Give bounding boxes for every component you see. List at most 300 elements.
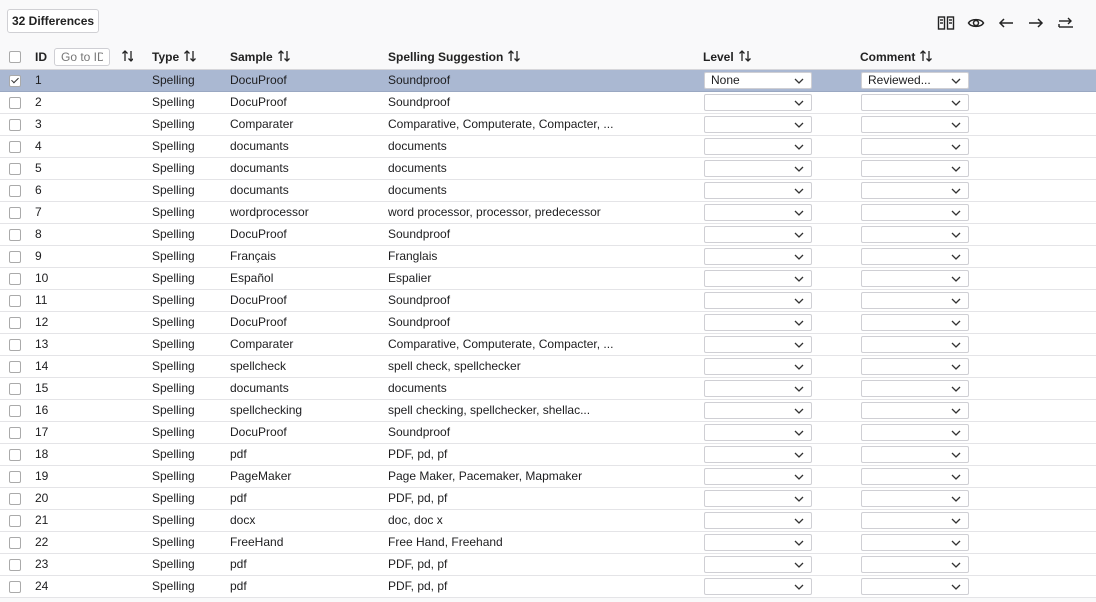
row-suggestion: documents [388,381,447,395]
level-dropdown[interactable] [704,182,812,199]
level-dropdown[interactable] [704,314,812,331]
sort-icon [277,49,291,63]
row-checkbox[interactable] [9,383,21,395]
row-checkbox[interactable] [9,163,21,175]
sort-icon [121,49,133,63]
chevron-down-icon [951,296,961,306]
comment-dropdown[interactable] [861,578,969,595]
chevron-down-icon [794,208,804,218]
column-header-suggestion-label: Spelling Suggestion [388,50,504,64]
comment-dropdown[interactable] [861,336,969,353]
sort-icon [738,49,752,63]
table-row[interactable] [0,532,1096,554]
row-type: Spelling [152,183,195,197]
table-row[interactable] [0,510,1096,532]
row-type: Spelling [152,557,195,571]
chevron-down-icon [951,186,961,196]
top-bar [0,0,1096,46]
chevron-down-icon [794,76,804,86]
row-type: Spelling [152,425,195,439]
row-suggestion: Page Maker, Pacemaker, Mapmaker [388,469,583,483]
table-row[interactable] [0,488,1096,510]
row-checkbox-cell [9,378,23,399]
comment-dropdown[interactable] [861,358,969,375]
row-type: Spelling [152,117,195,131]
chevron-down-icon [951,208,961,218]
row-id: 23 [35,557,49,571]
row-checkbox-cell [9,92,23,113]
level-dropdown[interactable] [704,468,812,485]
row-sample: pdf [230,579,247,593]
level-dropdown[interactable] [704,490,812,507]
row-checkbox-cell [9,114,23,135]
row-type: Spelling [152,205,195,219]
table-header [0,46,1096,70]
chevron-down-icon [794,296,804,306]
go-to-id-input[interactable] [54,48,110,66]
row-id: 14 [35,359,49,373]
comment-dropdown[interactable] [861,512,969,529]
row-suggestion: documents [388,183,447,197]
row-suggestion: PDF, pd, pf [388,557,448,571]
level-dropdown[interactable] [704,512,812,529]
row-id: 3 [35,117,42,131]
sort-icon [919,49,933,63]
column-header-level[interactable] [703,46,813,69]
arrow-right-icon [1027,14,1045,32]
table-row[interactable] [0,290,1096,312]
level-dropdown[interactable] [704,380,812,397]
chevron-down-icon [951,340,961,350]
chevron-down-icon [951,76,961,86]
chevron-down-icon [951,362,961,372]
row-suggestion: PDF, pd, pf [388,579,448,593]
row-type: Spelling [152,491,195,505]
row-checkbox[interactable] [9,273,21,285]
level-dropdown[interactable] [704,578,812,595]
row-id: 4 [35,139,42,153]
next-button[interactable] [1026,12,1046,34]
row-sample: pdf [230,557,247,571]
row-sample: DocuProof [230,425,287,439]
table-row[interactable] [0,312,1096,334]
row-id: 12 [35,315,49,329]
level-dropdown[interactable] [704,402,812,419]
chevron-down-icon [951,494,961,504]
level-dropdown[interactable] [704,534,812,551]
row-suggestion: PDF, pd, pf [388,447,448,461]
row-type: Spelling [152,249,195,263]
comment-dropdown[interactable] [861,116,969,133]
row-type: Spelling [152,227,195,241]
comment-dropdown[interactable] [861,380,969,397]
column-header-comment[interactable] [860,46,970,69]
row-type: Spelling [152,95,195,109]
level-dropdown[interactable] [704,292,812,309]
table-row[interactable] [0,224,1096,246]
level-dropdown[interactable] [704,424,812,441]
column-header-sample-label: Sample [230,50,273,64]
table-row[interactable] [0,158,1096,180]
chevron-down-icon [951,318,961,328]
row-type: Spelling [152,73,195,87]
comment-dropdown[interactable] [861,94,969,111]
table-row[interactable] [0,114,1096,136]
row-type: Spelling [152,447,195,461]
column-header-comment-label: Comment [860,50,916,64]
chevron-down-icon [794,186,804,196]
comment-dropdown[interactable] [861,204,969,221]
chevron-down-icon [794,406,804,416]
table-row[interactable] [0,554,1096,576]
comment-dropdown[interactable] [861,72,969,89]
row-id: 19 [35,469,49,483]
row-type: Spelling [152,293,195,307]
row-type: Spelling [152,469,195,483]
column-header-sample[interactable] [230,46,380,69]
row-checkbox-cell [9,246,23,267]
table-row[interactable] [0,466,1096,488]
comment-dropdown[interactable] [861,534,969,551]
row-checkbox-cell [9,158,23,179]
row-suggestion: Comparative, Computerate, Compacter, ... [388,117,614,131]
chevron-down-icon [794,362,804,372]
row-checkbox-cell [9,444,23,465]
row-suggestion: word processor, processor, predecessor [388,205,601,219]
chevron-down-icon [951,582,961,592]
split-view-icon [937,14,955,32]
chevron-down-icon [794,98,804,108]
chevron-down-icon [951,120,961,130]
row-checkbox-cell [9,554,23,575]
chevron-down-icon [951,142,961,152]
row-checkbox-cell [9,334,23,355]
level-dropdown[interactable] [704,556,812,573]
row-checkbox[interactable] [9,75,21,87]
table-row[interactable] [0,378,1096,400]
row-checkbox[interactable] [9,119,21,131]
chevron-down-icon [794,120,804,130]
chevron-down-icon [951,384,961,394]
row-checkbox-cell [9,532,23,553]
chevron-down-icon [794,450,804,460]
row-type: Spelling [152,271,195,285]
wrap-arrow-icon [1057,14,1075,32]
column-header-level-label: Level [703,50,734,64]
comment-value: Reviewed... [868,73,931,87]
toolbar [936,12,1076,34]
row-suggestion: Soundproof [388,227,451,241]
comment-dropdown[interactable] [861,556,969,573]
row-suggestion: Soundproof [388,315,451,329]
row-sample: DocuProof [230,315,287,329]
row-sample: docx [230,513,256,527]
chevron-down-icon [794,340,804,350]
comment-dropdown[interactable] [861,402,969,419]
row-checkbox[interactable] [9,207,21,219]
row-checkbox[interactable] [9,97,21,109]
sort-icon [183,49,197,63]
chevron-down-icon [794,274,804,284]
comment-dropdown[interactable] [861,490,969,507]
chevron-down-icon [794,494,804,504]
column-header-type[interactable] [152,46,222,69]
comment-dropdown[interactable] [861,446,969,463]
chevron-down-icon [951,274,961,284]
row-id: 22 [35,535,49,549]
differences-count-badge: 32 Differences [7,9,99,33]
row-sample: pdf [230,447,247,461]
chevron-down-icon [951,450,961,460]
row-sample: documants [230,381,289,395]
comment-dropdown[interactable] [861,138,969,155]
row-type: Spelling [152,359,195,373]
chevron-down-icon [951,538,961,548]
row-sample: spellcheck [230,359,287,373]
row-sample: Français [230,249,277,263]
table-row[interactable] [0,334,1096,356]
table-row[interactable] [0,400,1096,422]
row-checkbox-cell [9,422,23,443]
table-row[interactable] [0,268,1096,290]
row-id: 16 [35,403,49,417]
row-sample: documants [230,139,289,153]
table-row[interactable] [0,92,1096,114]
row-id: 18 [35,447,49,461]
row-type: Spelling [152,579,195,593]
row-suggestion: PDF, pd, pf [388,491,448,505]
comment-dropdown[interactable] [861,160,969,177]
row-checkbox[interactable] [9,317,21,329]
chevron-down-icon [951,516,961,526]
preview-button[interactable] [966,12,986,34]
row-id: 5 [35,161,42,175]
chevron-down-icon [794,384,804,394]
row-type: Spelling [152,403,195,417]
row-type: Spelling [152,139,195,153]
table-body [0,70,1096,598]
level-dropdown[interactable] [704,138,812,155]
row-suggestion: spell check, spellchecker [388,359,521,373]
table-row[interactable] [0,444,1096,466]
row-checkbox[interactable] [9,515,21,527]
row-checkbox[interactable] [9,471,21,483]
row-id: 15 [35,381,49,395]
row-id: 13 [35,337,49,351]
row-sample: Español [230,271,274,285]
chevron-down-icon [794,252,804,262]
row-checkbox-cell [9,268,23,289]
chevron-down-icon [794,560,804,570]
column-header-suggestion[interactable] [388,46,688,69]
row-sample: FreeHand [230,535,284,549]
level-dropdown[interactable] [704,204,812,221]
row-checkbox-cell [9,510,23,531]
row-checkbox-cell [9,400,23,421]
row-checkbox[interactable] [9,427,21,439]
level-dropdown[interactable] [704,116,812,133]
row-sample: DocuProof [230,95,287,109]
eye-icon [967,14,985,32]
previous-button[interactable] [996,12,1016,34]
row-checkbox[interactable] [9,361,21,373]
row-sample: DocuProof [230,293,287,307]
row-checkbox-cell [9,202,23,223]
row-checkbox-cell [9,180,23,201]
row-sample: wordprocessor [230,205,309,219]
row-checkbox-cell [9,290,23,311]
row-checkbox-cell [9,224,23,245]
row-sample: DocuProof [230,73,287,87]
row-checkbox[interactable] [9,339,21,351]
chevron-down-icon [794,538,804,548]
level-dropdown[interactable] [704,446,812,463]
level-dropdown[interactable] [704,160,812,177]
row-id: 20 [35,491,49,505]
row-sample: pdf [230,491,247,505]
split-view-button[interactable] [936,12,956,34]
row-type: Spelling [152,513,195,527]
comment-dropdown[interactable] [861,314,969,331]
row-checkbox[interactable] [9,251,21,263]
level-dropdown[interactable] [704,94,812,111]
comment-dropdown[interactable] [861,226,969,243]
column-header-id[interactable]: ID [35,50,47,64]
row-id: 10 [35,271,49,285]
column-header-type-label: Type [152,50,180,64]
table-row[interactable] [0,70,1096,92]
chevron-down-icon [794,230,804,240]
level-value: None [711,73,740,87]
row-checkbox[interactable] [9,493,21,505]
row-suggestion: spell checking, spellchecker, shellac... [388,403,591,417]
row-checkbox[interactable] [9,141,21,153]
row-sample: PageMaker [230,469,292,483]
table-row[interactable] [0,356,1096,378]
differences-table [0,46,1096,598]
select-all-checkbox[interactable] [9,51,21,63]
level-dropdown[interactable] [704,270,812,287]
row-id: 17 [35,425,49,439]
chevron-down-icon [794,318,804,328]
chevron-down-icon [794,164,804,174]
row-suggestion: Free Hand, Freehand [388,535,503,549]
row-checkbox[interactable] [9,581,21,593]
comment-dropdown[interactable] [861,292,969,309]
row-sample: documants [230,183,289,197]
table-row[interactable] [0,180,1096,202]
row-checkbox-cell [9,466,23,487]
table-row[interactable] [0,422,1096,444]
row-suggestion: Soundproof [388,293,451,307]
row-checkbox-cell [9,136,23,157]
row-id: 8 [35,227,42,241]
comment-dropdown[interactable] [861,182,969,199]
row-type: Spelling [152,161,195,175]
comment-dropdown[interactable] [861,424,969,441]
table-row[interactable] [0,136,1096,158]
row-checkbox[interactable] [9,537,21,549]
row-checkbox[interactable] [9,229,21,241]
row-checkbox-cell [9,312,23,333]
arrow-left-icon [997,14,1015,32]
chevron-down-icon [951,560,961,570]
row-sample: spellchecking [230,403,303,417]
row-id: 24 [35,579,49,593]
row-checkbox[interactable] [9,295,21,307]
row-checkbox-cell [9,576,23,597]
chevron-down-icon [794,582,804,592]
row-sample: Comparater [230,117,294,131]
row-suggestion: doc, doc x [388,513,443,527]
row-id: 2 [35,95,42,109]
row-sample: Comparater [230,337,294,351]
row-checkbox[interactable] [9,449,21,461]
table-row[interactable] [0,576,1096,598]
chevron-down-icon [794,428,804,438]
row-type: Spelling [152,535,195,549]
row-checkbox-cell [9,488,23,509]
row-id: 11 [35,293,48,307]
row-id: 1 [35,73,42,87]
row-suggestion: Soundproof [388,73,451,87]
id-sort-button[interactable] [117,46,133,69]
chevron-down-icon [951,472,961,482]
level-dropdown[interactable] [704,336,812,353]
row-checkbox[interactable] [9,185,21,197]
row-checkbox-cell [9,70,23,91]
chevron-down-icon [951,252,961,262]
row-suggestion: documents [388,139,447,153]
row-id: 6 [35,183,42,197]
row-type: Spelling [152,315,195,329]
row-id: 9 [35,249,42,263]
chevron-down-icon [951,406,961,416]
level-dropdown[interactable] [704,72,812,89]
chevron-down-icon [794,472,804,482]
table-row[interactable] [0,202,1096,224]
level-dropdown[interactable] [704,358,812,375]
row-suggestion: Franglais [388,249,438,263]
level-dropdown[interactable] [704,226,812,243]
level-dropdown[interactable] [704,248,812,265]
row-sample: DocuProof [230,227,287,241]
row-id: 7 [35,205,42,219]
row-type: Spelling [152,337,195,351]
sort-icon [507,49,521,63]
comment-dropdown[interactable] [861,270,969,287]
chevron-down-icon [951,230,961,240]
row-suggestion: Soundproof [388,95,451,109]
row-id: 21 [35,513,49,527]
chevron-down-icon [794,516,804,526]
row-suggestion: Espalier [388,271,432,285]
row-sample: documants [230,161,289,175]
wrap-button[interactable] [1056,12,1076,34]
row-checkbox-cell [9,356,23,377]
chevron-down-icon [951,98,961,108]
select-all-cell [9,46,23,69]
row-suggestion: Comparative, Computerate, Compacter, ... [388,337,614,351]
row-checkbox[interactable] [9,405,21,417]
row-suggestion: documents [388,161,447,175]
table-row[interactable] [0,246,1096,268]
comment-dropdown[interactable] [861,248,969,265]
chevron-down-icon [951,164,961,174]
row-checkbox[interactable] [9,559,21,571]
comment-dropdown[interactable] [861,468,969,485]
row-suggestion: Soundproof [388,425,451,439]
